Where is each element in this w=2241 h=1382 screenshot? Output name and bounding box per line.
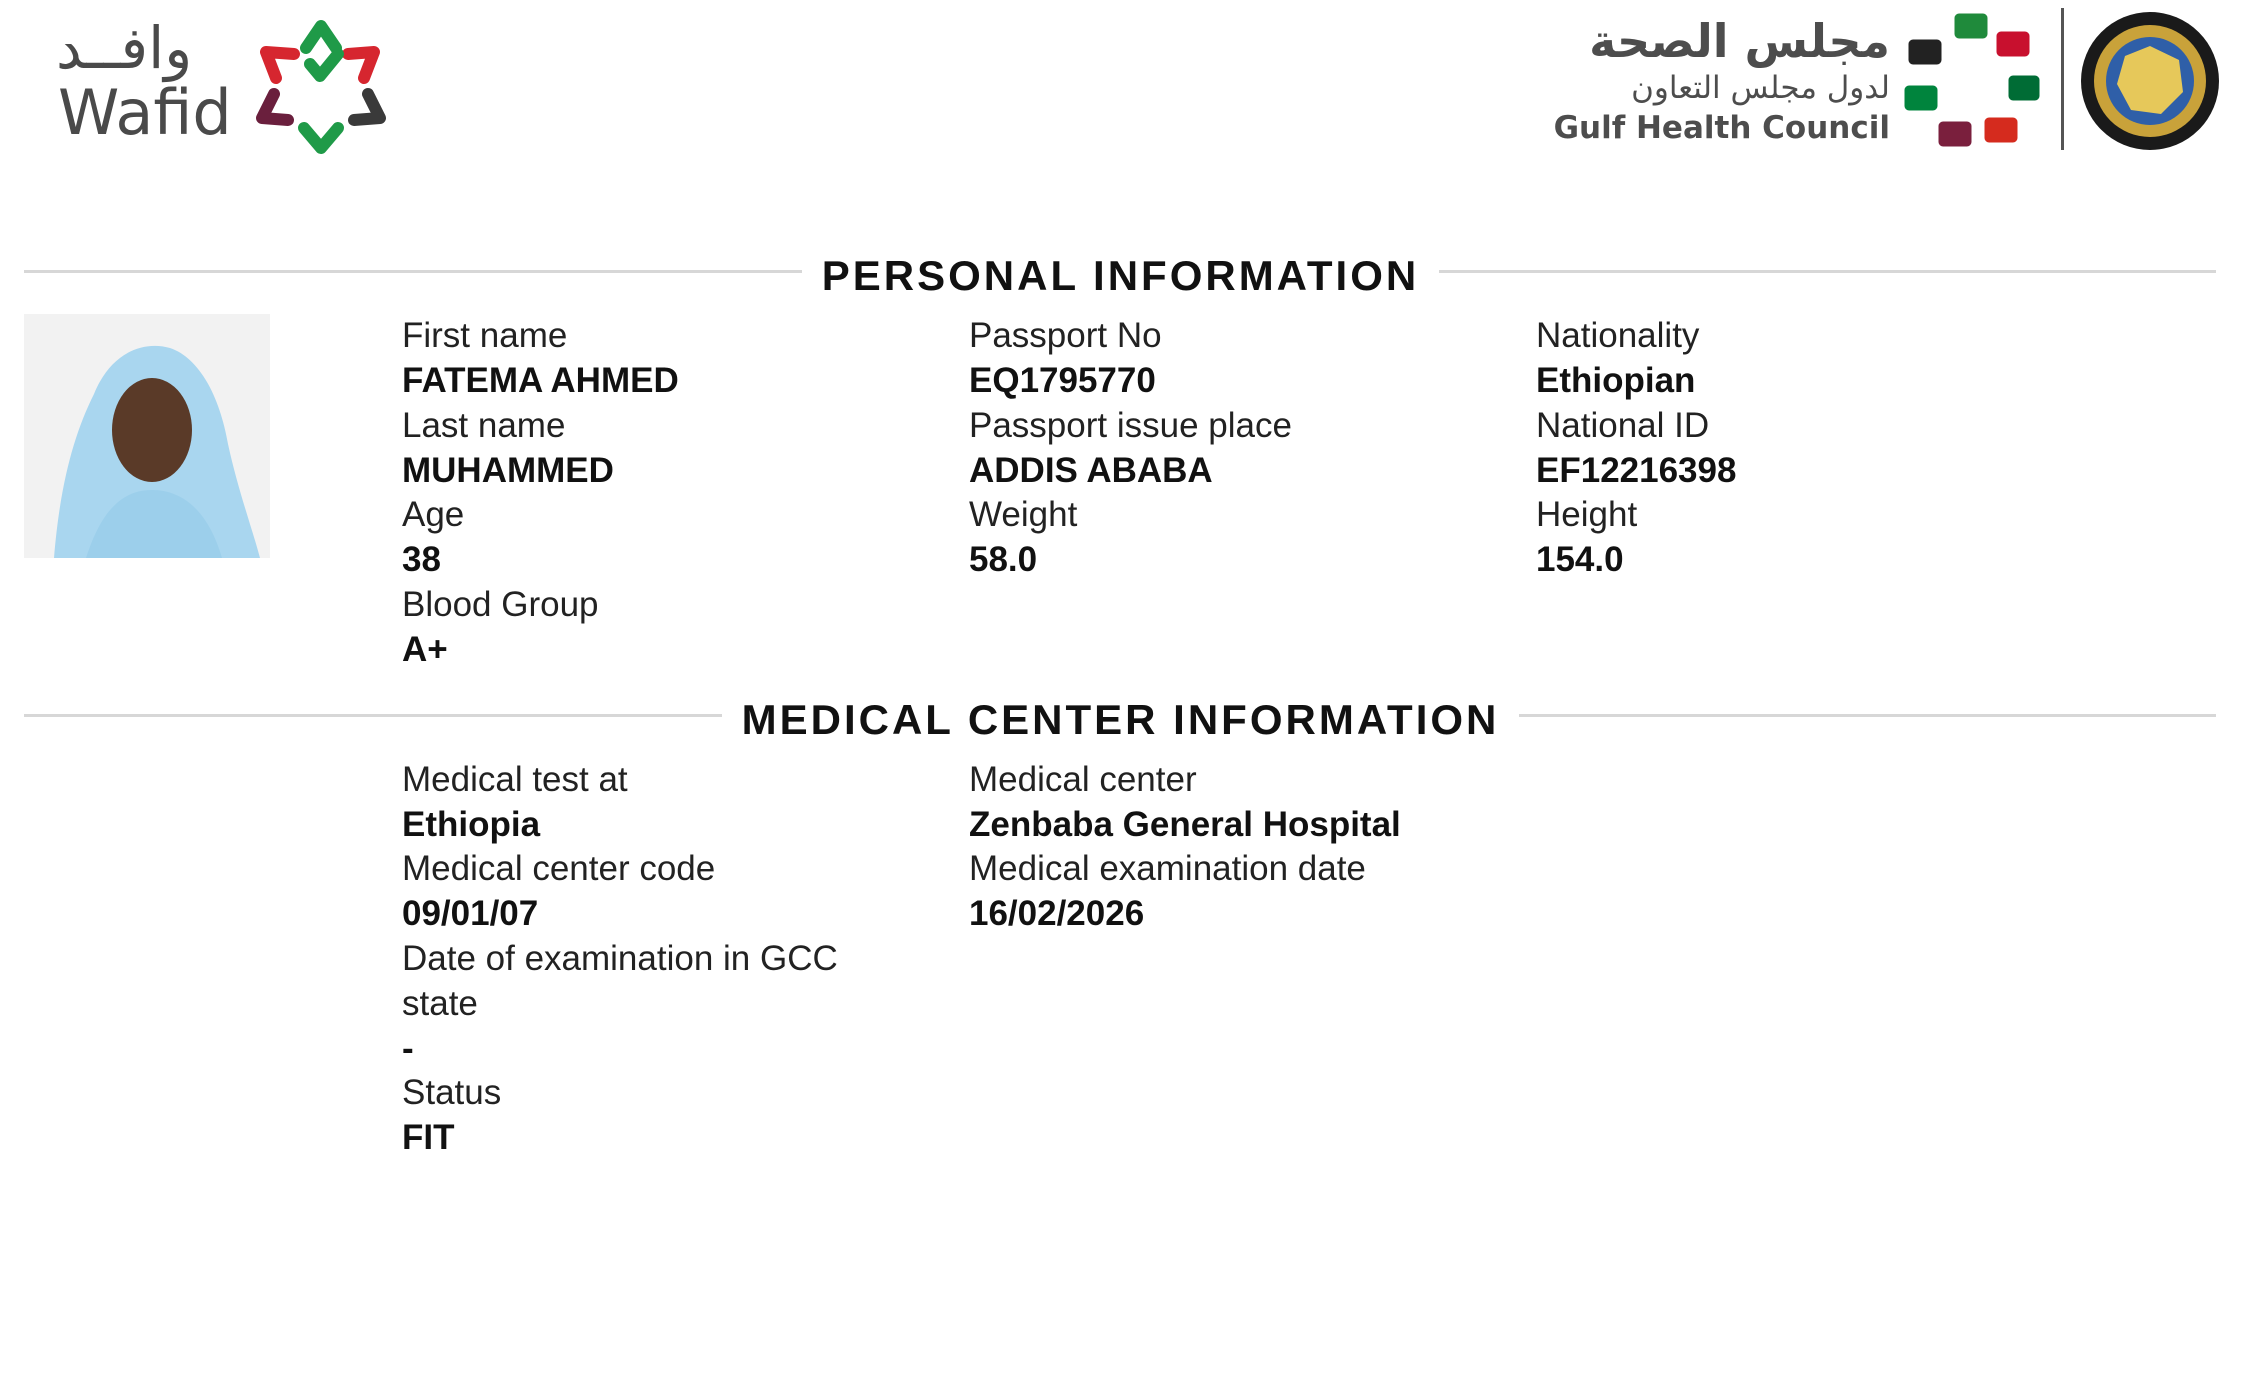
applicant-photo [24, 314, 270, 558]
last-name-value: MUHAMMED [402, 451, 614, 490]
nationality-label: Nationality [1536, 316, 1700, 355]
medical-test-at-value: Ethiopia [402, 805, 541, 844]
medical-center-value: Zenbaba General Hospital [969, 805, 1401, 844]
last-name-field [402, 403, 614, 493]
gcc-exam-date-label: Date of examination in GCC state [402, 939, 838, 1023]
passport-issue-place-label: Passport issue place [969, 406, 1292, 445]
medical-test-at-field [402, 757, 628, 847]
ghc-arabic-subtitle: لدول مجلس التعاون [1631, 70, 1890, 106]
medical-section-heading [0, 696, 2241, 744]
wafid-logo-arabic: وافــد [56, 14, 193, 82]
blood-group-field [402, 582, 599, 672]
passport-no-label: Passport No [969, 316, 1162, 355]
personal-section-heading [0, 252, 2241, 300]
page-header [0, 0, 2241, 180]
medical-exam-date-value: 16/02/2026 [969, 894, 1145, 933]
ghc-arabic-title: مجلس الصحة [1589, 14, 1890, 68]
blood-group-value: A+ [402, 630, 448, 669]
weight-field [969, 492, 1077, 582]
status-value: FIT [402, 1118, 455, 1157]
height-value: 154.0 [1536, 540, 1624, 579]
wafid-star-icon [246, 8, 396, 158]
passport-no-field [969, 313, 1162, 403]
medical-test-at-label: Medical test at [402, 760, 628, 799]
national-id-field [1536, 403, 1736, 493]
age-field [402, 492, 464, 582]
nationality-field [1536, 313, 1699, 403]
gcc-flags-ring-icon [1897, 8, 2045, 156]
height-label: Height [1536, 495, 1638, 534]
ghc-english-title: Gulf Health Council [1553, 110, 1890, 146]
first-name-value: FATEMA AHMED [402, 361, 679, 400]
gcc-emblem-icon [2079, 10, 2221, 152]
national-id-value: EF12216398 [1536, 451, 1737, 490]
status-label: Status [402, 1073, 502, 1112]
passport-issue-place-field [969, 403, 1292, 493]
passport-no-value: EQ1795770 [969, 361, 1156, 400]
medical-center-label: Medical center [969, 760, 1197, 799]
first-name-label: First name [402, 316, 568, 355]
logo-divider [2061, 8, 2064, 150]
wafid-logo-text: Wafid [58, 76, 232, 149]
last-name-label: Last name [402, 406, 566, 445]
age-value: 38 [402, 540, 441, 579]
weight-value: 58.0 [969, 540, 1038, 579]
medical-section-title: MEDICAL CENTER INFORMATION [722, 696, 1520, 743]
status-field [402, 1070, 501, 1160]
age-label: Age [402, 495, 465, 534]
medical-center-code-label: Medical center code [402, 849, 716, 888]
weight-label: Weight [969, 495, 1078, 534]
applicant-portrait-image [24, 314, 270, 558]
wafid-logo [56, 8, 396, 158]
gcc-exam-date-field [402, 936, 862, 1071]
national-id-label: National ID [1536, 406, 1710, 445]
medical-center-code-value: 09/01/07 [402, 894, 539, 933]
passport-issue-place-value: ADDIS ABABA [969, 451, 1213, 490]
height-field [1536, 492, 1637, 582]
medical-exam-date-field [969, 846, 1366, 936]
gulf-health-council-logo [1553, 8, 2225, 158]
personal-section-title: PERSONAL INFORMATION [802, 252, 1439, 299]
medical-center-field [969, 757, 1401, 847]
medical-center-code-field [402, 846, 715, 936]
first-name-field [402, 313, 679, 403]
gcc-exam-date-value: - [402, 1029, 414, 1068]
medical-exam-date-label: Medical examination date [969, 849, 1366, 888]
blood-group-label: Blood Group [402, 585, 599, 624]
nationality-value: Ethiopian [1536, 361, 1696, 400]
